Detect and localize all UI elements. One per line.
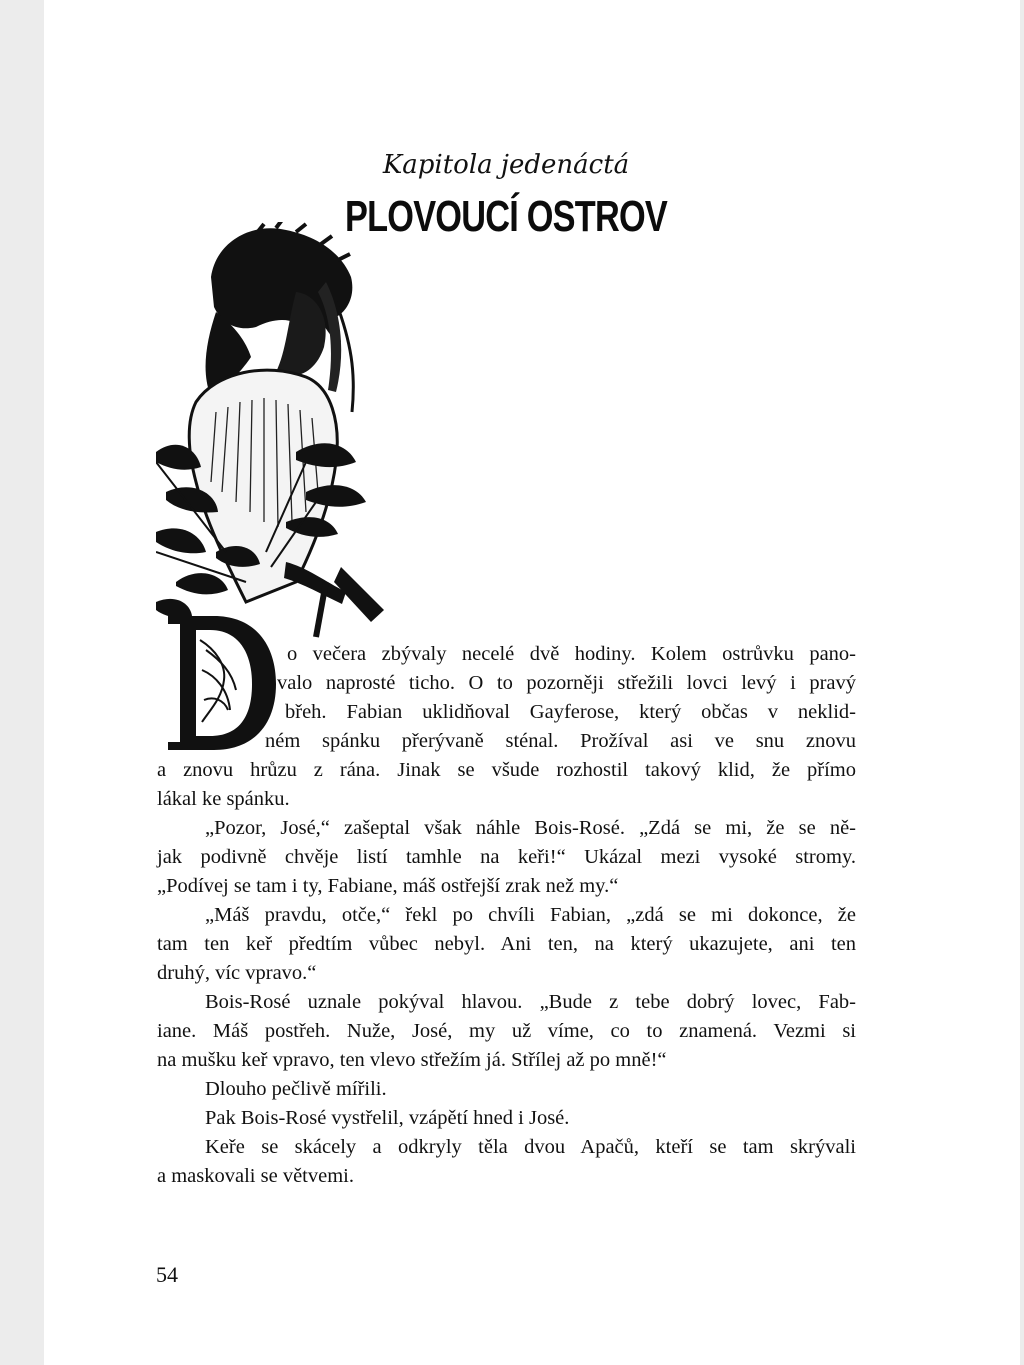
paragraph-7 [157,1133,856,1191]
text-line: „Podívej se tam i ty, Fabiane, máš ostřejší zrak než my.“ [157,875,619,897]
text-line: „Máš pravdu, otče,“ řekl po chvíli Fabian, „zdá se mi dokonce, že [205,904,856,926]
text-line: Dlouho pečlivě mířili. [205,1078,387,1100]
chapter-title: PLOVOUCÍ OSTROV [344,192,667,241]
text-line: „Pozor, José,“ zašeptal však náhle Bois-Rosé. „Zdá se mi, že se ně- [205,817,856,839]
paragraph-2 [157,814,856,901]
text-line: druhý, víc vpravo.“ [157,962,317,984]
text-line: iane. Máš postřeh. Nuže, José, my už víme, co to znamená. Vezmi si [157,1020,856,1042]
body-text [157,640,856,1191]
paragraph-3 [157,901,856,988]
text-line: Pak Bois-Rosé vystřelil, vzápětí hned i José. [205,1107,570,1129]
text-line: a znovu hrůzu z rána. Jinak se všude rozhostil takový klid, že přímo [157,759,856,781]
text-line: ném spánku přerývaně sténal. Prožíval asi ve snu znovu [265,730,856,752]
chapter-label: Kapitola jedenáctá [382,150,630,180]
paragraph-6 [157,1104,856,1133]
text-line: jak podivně chvěje listí tamhle na keři!“ Ukázal mezi vysoké stromy. [157,846,856,868]
text-line: Keře se skácely a odkryly těla dvou Apačů, kteří se tam skrývali [205,1136,856,1158]
text-line: na mušku keř vpravo, ten vlevo střežím já. Střílej až po mně!“ [157,1049,667,1071]
text-line: a maskovali se větvemi. [157,1165,354,1187]
paragraph-4 [157,988,856,1075]
text-line: tam ten keř předtím vůbec nebyl. Ani ten, na který ukazujete, ani ten [157,933,856,955]
text-line: valo naprosté ticho. O to pozorněji střežili lovci levý i pravý [277,672,856,694]
text-line: o večera zbývaly necelé dvě hodiny. Kolem ostrůvku pano- [287,643,856,665]
text-line: lákal ke spánku. [157,788,290,810]
text-line: Bois-Rosé uznale pokýval hlavou. „Bude z tebe dobrý lovec, Fab- [205,991,856,1013]
text-line: břeh. Fabian uklidňoval Gayferose, který občas v neklid- [285,701,856,723]
warrior-illustration [156,222,396,642]
paragraph-5 [157,1075,856,1104]
page-number: 54 [156,1262,178,1287]
paragraph-1 [157,640,856,814]
